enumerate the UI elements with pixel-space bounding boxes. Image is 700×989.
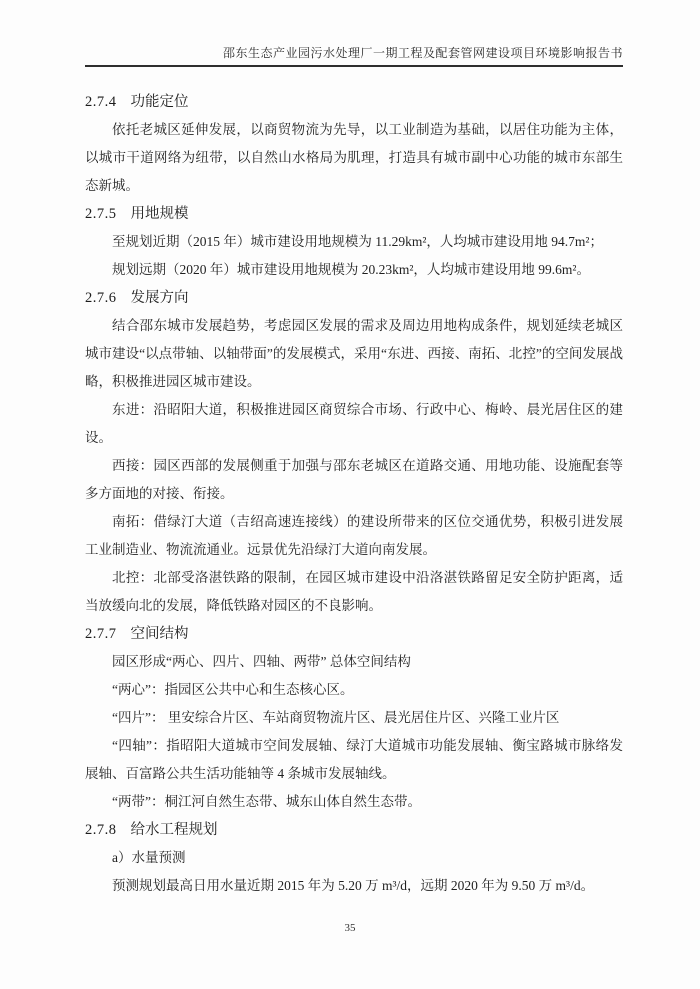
section-title: 发展方向 (130, 290, 189, 306)
document-body (85, 88, 623, 900)
paragraph: 结合邵东城市发展趋势，考虑园区发展的需求及周边用地构成条件，规划延续老城区城市建设“以点带轴、以轴带面”的发展模式，采用“东进、西接、南拓、北控”的空间发展战略，积极推进园区城市建设。 (85, 318, 623, 389)
section-number: 2.7.5 (85, 206, 117, 222)
section-title: 空间结构 (130, 626, 189, 642)
paragraph: “两心”：指园区公共中心和生态核心区。 (112, 682, 354, 697)
paragraph: 至规划近期（2015 年）城市建设用地规模为 11.29km²，人均城市建设用地 94.7m²； (112, 234, 603, 249)
section-title: 用地规模 (130, 206, 189, 222)
paragraph: 园区形成“两心、四片、四轴、两带” 总体空间结构 (112, 654, 411, 669)
section-title: 功能定位 (130, 94, 189, 110)
paragraph: 规划远期（2020 年）城市建设用地规模为 20.23km²，人均城市建设用地 99.6m²。 (112, 262, 590, 277)
paragraph: “两带”：桐江河自然生态带、城东山体自然生态带。 (112, 794, 421, 809)
paragraph: “四轴”：指昭阳大道城市空间发展轴、绿汀大道城市功能发展轴、衡宝路城市脉络发展轴、百富路公共生活功能轴等 4 条城市发展轴线。 (85, 738, 623, 781)
section-number: 2.7.6 (85, 290, 117, 306)
section-heading (85, 620, 623, 648)
paragraph: a）水量预测 (112, 850, 186, 865)
section-heading (85, 816, 623, 844)
paragraph: 依托老城区延伸发展，以商贸物流为先导，以工业制造为基础，以居住功能为主体，以城市干道网络为纽带，以自然山水格局为肌理，打造具有城市副中心功能的城市东部生态新城。 (85, 122, 623, 193)
section-heading (85, 284, 623, 312)
page-header-title: 邵东生态产业园污水处理厂一期工程及配套管网建设项目环境影响报告书 (85, 45, 623, 67)
page-number: 35 (344, 922, 356, 934)
section-number: 2.7.8 (85, 822, 117, 838)
section-number: 2.7.7 (85, 626, 117, 642)
paragraph: 预测规划最高日用水量近期 2015 年为 5.20 万 m³/d，远期 2020 年为 9.50 万 m³/d。 (112, 878, 595, 893)
paragraph: 东进：沿昭阳大道，积极推进园区商贸综合市场、行政中心、梅岭、晨光居住区的建设。 (85, 402, 623, 445)
section-heading (85, 88, 623, 116)
paragraph: 西接：园区西部的发展侧重于加强与邵东老城区在道路交通、用地功能、设施配套等多方面地的对接、衔接。 (85, 458, 623, 501)
section-title: 给水工程规划 (130, 822, 218, 838)
section-number: 2.7.4 (85, 94, 117, 110)
paragraph: 南拓：借绿汀大道（吉绍高速连接线）的建设所带来的区位交通优势，积极引进发展工业制造业、物流流通业。远景优先沿绿汀大道向南发展。 (85, 514, 623, 557)
paragraph: “四片”： 里安综合片区、车站商贸物流片区、晨光居住片区、兴隆工业片区 (112, 710, 560, 725)
paragraph: 北控：北部受洛湛铁路的限制，在园区城市建设中沿洛湛铁路留足安全防护距离，适当放缓向北的发展，降低铁路对园区的不良影响。 (85, 570, 623, 613)
section-heading (85, 200, 623, 228)
